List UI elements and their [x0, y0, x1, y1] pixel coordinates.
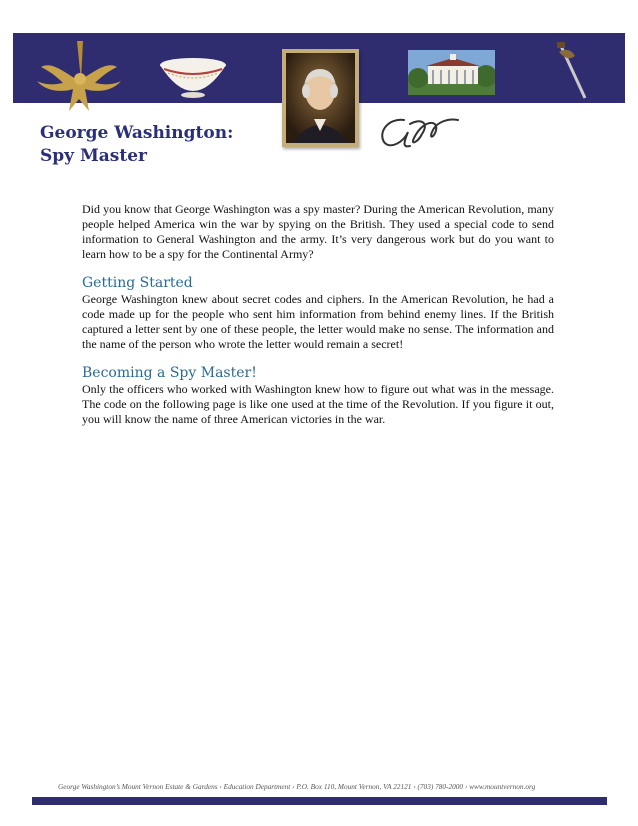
footer-address: George Washington’s Mount Vernon Estate & Gardens › Education Department › P.O. Box 110, Mount Vernon, VA 22121 › (703) 780-2000 › www.mountvernon.org — [58, 782, 536, 791]
eagle-icon — [33, 41, 125, 119]
mansion-image — [408, 50, 495, 95]
title-line-1: George Washington: — [40, 123, 234, 143]
section-heading-becoming-spy-master: Becoming a Spy Master! — [82, 365, 257, 381]
section-heading-getting-started: Getting Started — [82, 275, 193, 291]
page-title — [40, 122, 280, 168]
gw-signature-logo — [374, 112, 464, 152]
section-body-becoming-spy-master: Only the officers who worked with Washington knew how to figure out what was in the message. The code on the following page is like one used at the time of the Revolution. If you figure it out, you will know the name of three American victories in the war. — [82, 382, 554, 426]
sword-icon — [555, 42, 593, 102]
main-content — [82, 202, 554, 427]
intro-paragraph: Did you know that George Washington was a spy master? During the American Revolution, many people helped America win the war by spying on the British. They used a special code to send information to General Washington and the army. It’s very dangerous work but do you want to learn how to be a spy for the Continental Army? — [82, 202, 554, 261]
section-body-getting-started: George Washington knew about secret codes and ciphers. In the American Revolution, he had a code made up for the people who sent him information from behind enemy lines. If the British captured a letter sent by one of these people, the letter would make no sense. The information and the name of the person who wrote the letter would remain a secret! — [82, 292, 554, 351]
teacup-icon — [158, 57, 228, 99]
title-line-2: Spy Master — [40, 146, 147, 166]
footer-bar — [32, 797, 607, 805]
washington-portrait — [282, 49, 359, 147]
